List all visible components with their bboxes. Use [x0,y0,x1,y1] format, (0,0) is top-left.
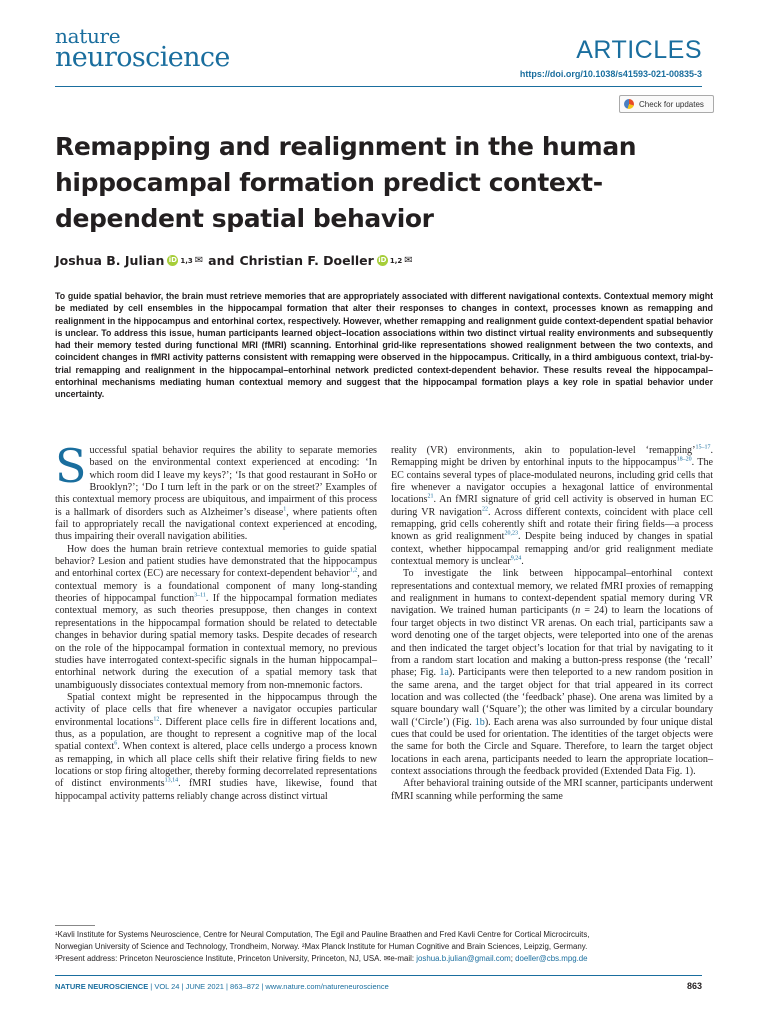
text: . If the hippocampal formation mediates contextual memory, as such theories presuppose, then changes in context representations in the hippocampal formation should be related to detectable changes in behavior during spatial memory tasks. Despite decades of research on the role of the hippocampal formation in contextual memory, no previous studies have interrogated context-specific signals in the human hippocampal–entorhinal network during the execution of a spatial memory task that unambiguously dissociates contextual memory from non-mnemonic factors. [55,593,377,691]
author-affiliation: 1,2 [389,256,403,265]
text: . Different place cells fire in different locations and, thus, as a population, are thought to represent a cognitive map of the local spatial context [55,716,377,753]
text: . Remapping might be driven by entorhinal inputs to the hippocampus [391,445,713,469]
text: To investigate the link between hippocampal–entorhinal context representations and contextual memory, we related fMRI proxies of remapping and realignment in humans to context-dependent spatial memory during VR navigation. We trained human participants ( [391,568,713,617]
text: , where patients often fail to appropriately recall the navigational context experienced at encoding, thus impairing their overall navigation abilities. [55,506,377,543]
author-list [55,253,413,268]
paragraph [391,445,713,568]
citation[interactable]: 1 [283,506,287,513]
text: , and contextual memory is a foundational component of many long-standing theories of hippocampal function [55,568,377,605]
affiliations [55,929,715,965]
author-affiliation: 1,3 [180,256,193,265]
citation[interactable]: 22 [481,506,488,513]
footnote-line: ¹Kavli Institute for Systems Neuroscience, Centre for Neural Computation, The Egil and Pauline Braathen and Fred Kavli Centre for Cortical Microcircuits, [55,930,590,939]
footnote-rule [55,925,95,926]
email-link[interactable]: joshua.b.julian@gmail.com [416,954,511,963]
text: = 24) to learn the locations of four target objects in two distinct VR arenas. On each trial, participants saw a word denoting one of the target objects, were teleported into one of the arenas and then indicated the target object’s location for that trial by navigating to it from a random start location and making a button-press response (the ‘recall’ phase; Fig. [391,605,713,679]
footer-details[interactable]: | VOL 24 | JUNE 2021 | 863–872 | www.nature.com/natureneuroscience [148,982,389,991]
body-column-left [55,439,377,803]
text: . When context is altered, place cells undergo a process known as remapping, in which all place cells shift their relative firing fields to new locations or stop firing altogether, thereby forming decorrelated representations of distinct environments [55,741,377,790]
text: reality (VR) environments, akin to population-level ‘remapping’ [391,445,696,456]
text: ; [510,954,516,963]
citation[interactable]: 21 [427,494,434,501]
doi-link[interactable]: https://doi.org/10.1038/s41593-021-00835-3 [519,69,702,79]
text: . The EC contains several types of place-modulated neurons, including grid cells that fire whenever a navigator occupies a hexagonal lattice of environmental locations [391,457,713,506]
paragraph [55,439,377,544]
citation[interactable]: 6 [114,740,118,747]
paragraph [55,692,377,803]
text: How does the human brain retrieve contextual memories to guide spatial behavior? Lesion and patient studies have demonstrated that the hippocampus and entorhinal cortex (EC) are necessary for context-dependent behavior [55,543,377,580]
italic-n: n [575,605,581,617]
footer-rule [55,975,702,976]
citation[interactable]: 13,14 [164,777,179,784]
text: ³Present address: Princeton Neuroscience Institute, Princeton University, Princeton, NJ, USA. ✉e-mail: [55,954,417,963]
logo-line-1: nature [55,24,121,48]
text: . Across different contexts, coincident with place cell remapping, grid cells coherently shift and rotate their firing fields—a process known as grid realignment [391,506,713,543]
figure-link[interactable]: 1b [474,716,485,728]
email-icon[interactable]: ✉ [404,255,413,266]
footer-citation [55,982,389,991]
page-number: 863 [686,981,702,991]
citation[interactable]: 15–17 [695,444,711,451]
citation[interactable]: 3–11 [194,592,206,599]
header-rule [55,86,702,87]
citation[interactable]: 18–20 [676,456,692,463]
check-updates-label: Check for updates [639,99,704,109]
drop-cap: S [55,439,87,493]
email-link[interactable]: doeller@cbs.mpg.de [515,954,588,963]
abstract: To guide spatial behavior, the brain must retrieve memories that are appropriately associated with different navigational contexts. Contextual memory might be mediated by cell ensembles in the hippocampal formation that alter their responses to changes in context, processes known as remapping and realignment in the hippocampus and entorhinal cortex, respectively. However, whether remapping and realignment guide context-dependent spatial behavior is unclear. To address this issue, human participants learned object–location associations within two distinct virtual reality environments and subsequently had their memory tested during functional MRI (fMRI) scanning. Entorhinal grid-like representations showed realignment between the two contexts, and coincident changes in fMRI activity patterns consistent with remapping were observed in the hippocampus. Critically, in a third ambiguous context, trial-by-trial remapping and realignment in the hippocampal–entorhinal network predicted context-dependent behavior. These results reveal the hippocampal–entorhinal mechanisms mediating human contextual memory and suggest that the hippocampal formation plays a key role in spatial behavior under uncertainty. [55,291,713,400]
check-updates-button[interactable] [619,95,714,113]
footnote-line: Norwegian University of Science and Technology, Trondheim, Norway. ²Max Planck Institute for Human Cognitive and Brain Sciences, Leipzig, Germany. [55,942,588,951]
email-icon[interactable]: ✉ [194,255,204,266]
crossmark-icon [624,99,634,109]
author-name[interactable]: Christian F. Doeller [239,253,374,268]
text: . An fMRI signature of grid cell activity is observed in human EC during VR navigation [391,494,713,518]
citation[interactable]: 12 [153,716,160,723]
text: . Despite being induced by changes in spatial context, whether hippocampal remapping and/or grid realignment mediate contextual memory is unclear [391,531,714,568]
citation[interactable]: 1,2 [349,568,358,575]
paragraph [55,544,377,692]
footer-journal: NATURE NEUROSCIENCE [55,982,149,991]
citation[interactable]: 20,23 [504,531,518,538]
logo-line-2: neuroscience [55,42,230,73]
text: . fMRI studies have, likewise, found that hippocampal activity patterns reliably change across distinct virtual [55,778,377,802]
orcid-icon[interactable]: iD [378,256,387,264]
paragraph [391,568,713,778]
footnote-line [55,953,715,965]
section-label: ARTICLES [576,36,702,64]
text: . [521,556,524,568]
paragraph: After behavioral training outside of the MRI scanner, participants underwent fMRI scanning while performing the same [391,778,713,802]
text: uccessful spatial behavior requires the ability to separate memories based on the environmental context experienced at encoding: ‘In which room did I leave my keys?’; ‘Is that good restaurant in SoHo or Brooklyn?’; ‘Do I turn left in the park or on the street?’ Examples of this contextual memory process are ubiquitous, and impairment of this process is a hallmark of disorders such as Alzheimer’s disease [55,445,377,518]
text: ). Participants were then teleported to a new random position in the same arena, and the target object for that trial appeared in its correct location and was collected (the ‘feedback’ phase). One arena was limited by a square boundary wall (‘Square’); the other was limited by a circular boundary wall (‘Circle’) (Fig. [391,667,713,728]
journal-logo [55,26,230,71]
authors-conjunction: and [208,253,235,268]
orcid-icon[interactable]: iD [168,256,177,264]
article-title: Remapping and realignment in the human hippocampal formation predict context-dependent spatial behavior [55,132,637,233]
text: Spatial context might be represented in the hippocampus through the activity of place cells that fire whenever a navigator occupies particular environmental locations [55,691,377,728]
figure-link[interactable]: 1a [439,667,449,679]
citation[interactable]: 9,24 [510,555,522,562]
body-column-right [391,445,713,803]
author-name[interactable]: Joshua B. Julian [55,253,165,268]
text: ). Each arena was also surrounded by four unique distal cues that could be used for orientation. The identities of the target objects were the same for both the Circle and Square. Therefore, to learn the target object locations in each arena, participants needed to learn the appropriate location–context associations through the feedback provided (Extended Data Fig. 1). [391,716,713,777]
